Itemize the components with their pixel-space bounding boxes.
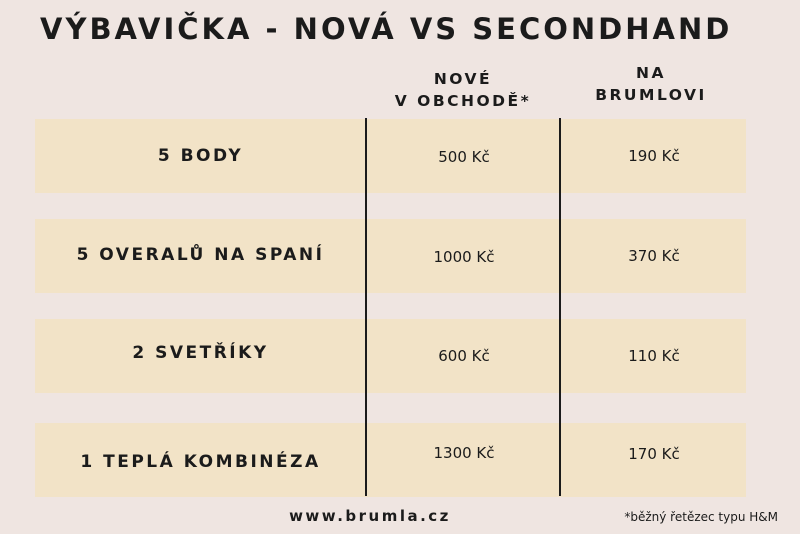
column-header-new-line1: NOVÉ: [433, 70, 493, 88]
column-header-secondhand-line1: NA: [636, 64, 666, 82]
row-item-label: 1 TEPLÁ KOMBINÉZA: [80, 452, 321, 472]
row-new-price: 500 Kč: [438, 148, 490, 166]
column-header-secondhand: [562, 62, 740, 106]
column-header-new: [368, 68, 558, 112]
row-new-price: 1000 Kč: [433, 248, 495, 266]
row-secondhand-price: 370 Kč: [628, 247, 680, 265]
website-link[interactable]: www.brumla.cz: [289, 507, 451, 525]
column-header-new-line2: V OBCHODĚ*: [394, 92, 532, 110]
row-new-price: 1300 Kč: [433, 444, 495, 462]
row-item-label: 5 BODY: [157, 146, 244, 166]
page-title: VÝBAVIČKA - NOVÁ VS SECONDHAND: [40, 12, 733, 46]
column-divider-right: [559, 118, 561, 496]
row-secondhand-price: 110 Kč: [628, 347, 680, 365]
row-item-label: 5 OVERALŮ NA SPANÍ: [76, 245, 325, 265]
footnote: *běžný řetězec typu H&M: [624, 510, 778, 524]
row-new-price: 600 Kč: [438, 347, 490, 365]
row-secondhand-price: 190 Kč: [628, 147, 680, 165]
column-divider-left: [365, 118, 367, 496]
column-header-secondhand-line2: BRUMLOVI: [595, 86, 707, 104]
row-secondhand-price: 170 Kč: [628, 445, 680, 463]
row-item-label: 2 SVETŘÍKY: [132, 343, 269, 363]
